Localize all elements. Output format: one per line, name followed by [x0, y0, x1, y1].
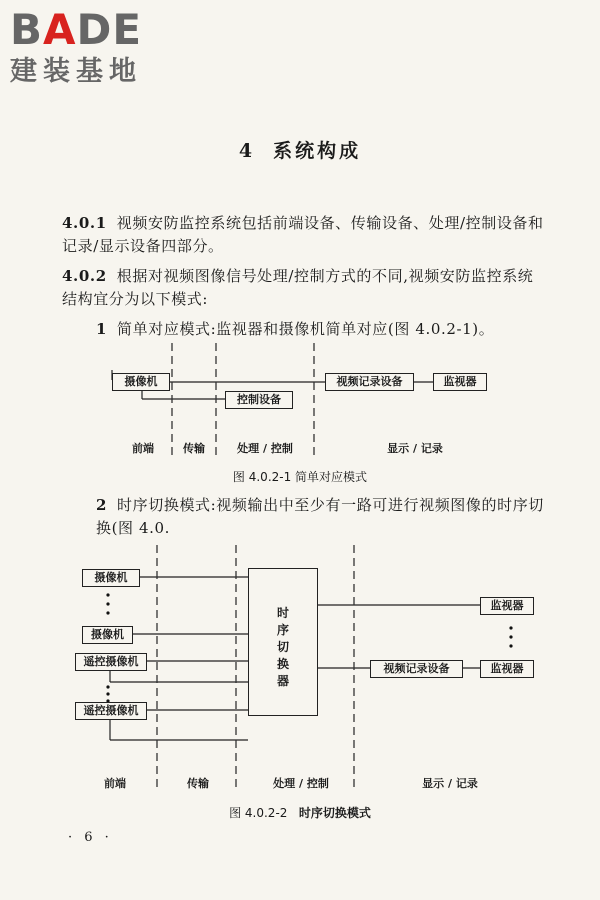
control-device-box: 控制设备 — [225, 391, 293, 409]
clause-number: 4.0.2 — [62, 267, 107, 285]
zone-label-display: 显示 / 记录 — [387, 442, 443, 455]
sequential-switcher-label: 时序切换器 — [276, 606, 289, 688]
caption-number: 图 4.0.2-2 — [229, 806, 288, 820]
zone-label-frontend: 前端 — [104, 777, 126, 790]
video-recorder-box: 视频记录设备 — [370, 660, 463, 678]
zone-label-display: 显示 / 记录 — [422, 777, 478, 790]
continuation-dot — [106, 593, 109, 596]
chapter-number: 4 — [238, 140, 256, 162]
continuation-dot — [106, 692, 109, 695]
zone-label-transmission: 传输 — [183, 442, 205, 455]
caption-title: 时序切换模式 — [298, 806, 371, 820]
camera-box: 摄像机 — [82, 626, 133, 644]
sequential-switcher-box — [248, 568, 318, 716]
zone-label-processing: 处理 / 控制 — [273, 777, 329, 790]
item-number: 1 — [96, 320, 108, 338]
monitor-box: 监视器 — [480, 597, 534, 615]
watermark-logo — [10, 6, 142, 88]
remote-camera-box: 遥控摄像机 — [75, 702, 147, 720]
item-2 — [96, 494, 550, 540]
camera-box: 摄像机 — [112, 373, 170, 391]
monitor-box: 监视器 — [433, 373, 487, 391]
figure-2-caption — [150, 804, 450, 821]
remote-camera-box: 遥控摄像机 — [75, 653, 147, 671]
zone-label-frontend: 前端 — [132, 442, 154, 455]
figure-1-caption: 图 4.0.2-1 简单对应模式 — [232, 470, 368, 484]
logo-sub-text: 建装基地 — [10, 56, 142, 87]
chapter-title-text: 系统构成 — [273, 140, 362, 162]
clause-text: 视频安防监控系统包括前端设备、传输设备、处理/控制设备和记录/显示设备四部分。 — [62, 214, 544, 255]
paragraph-4-0-2 — [62, 265, 546, 311]
page-number: · 6 · — [68, 830, 113, 845]
chapter-title — [0, 136, 600, 163]
zone-label-processing: 处理 / 控制 — [237, 442, 293, 455]
item-number: 2 — [96, 496, 108, 514]
camera-box: 摄像机 — [82, 569, 140, 587]
item-text: 时序切换模式:视频输出中至少有一路可进行视频图像的时序切换(图 4.0. — [96, 496, 544, 537]
video-recorder-box: 视频记录设备 — [325, 373, 414, 391]
item-text: 简单对应模式:监视器和摄像机简单对应(图 4.0.2-1)。 — [117, 320, 495, 338]
monitor-box: 监视器 — [480, 660, 534, 678]
zone-label-transmission: 传输 — [187, 777, 209, 790]
clause-number: 4.0.1 — [62, 214, 107, 232]
logo-brand-word: BADE — [10, 5, 143, 54]
continuation-dot — [106, 685, 109, 688]
paragraph-4-0-1 — [62, 212, 546, 258]
clause-text: 根据对视频图像信号处理/控制方式的不同,视频安防监控系统结构宜分为以下模式: — [62, 267, 534, 308]
continuation-dot — [509, 644, 512, 647]
continuation-dot — [509, 635, 512, 638]
continuation-dot — [106, 602, 109, 605]
continuation-dot — [106, 611, 109, 614]
item-1 — [96, 318, 546, 341]
continuation-dot — [509, 626, 512, 629]
